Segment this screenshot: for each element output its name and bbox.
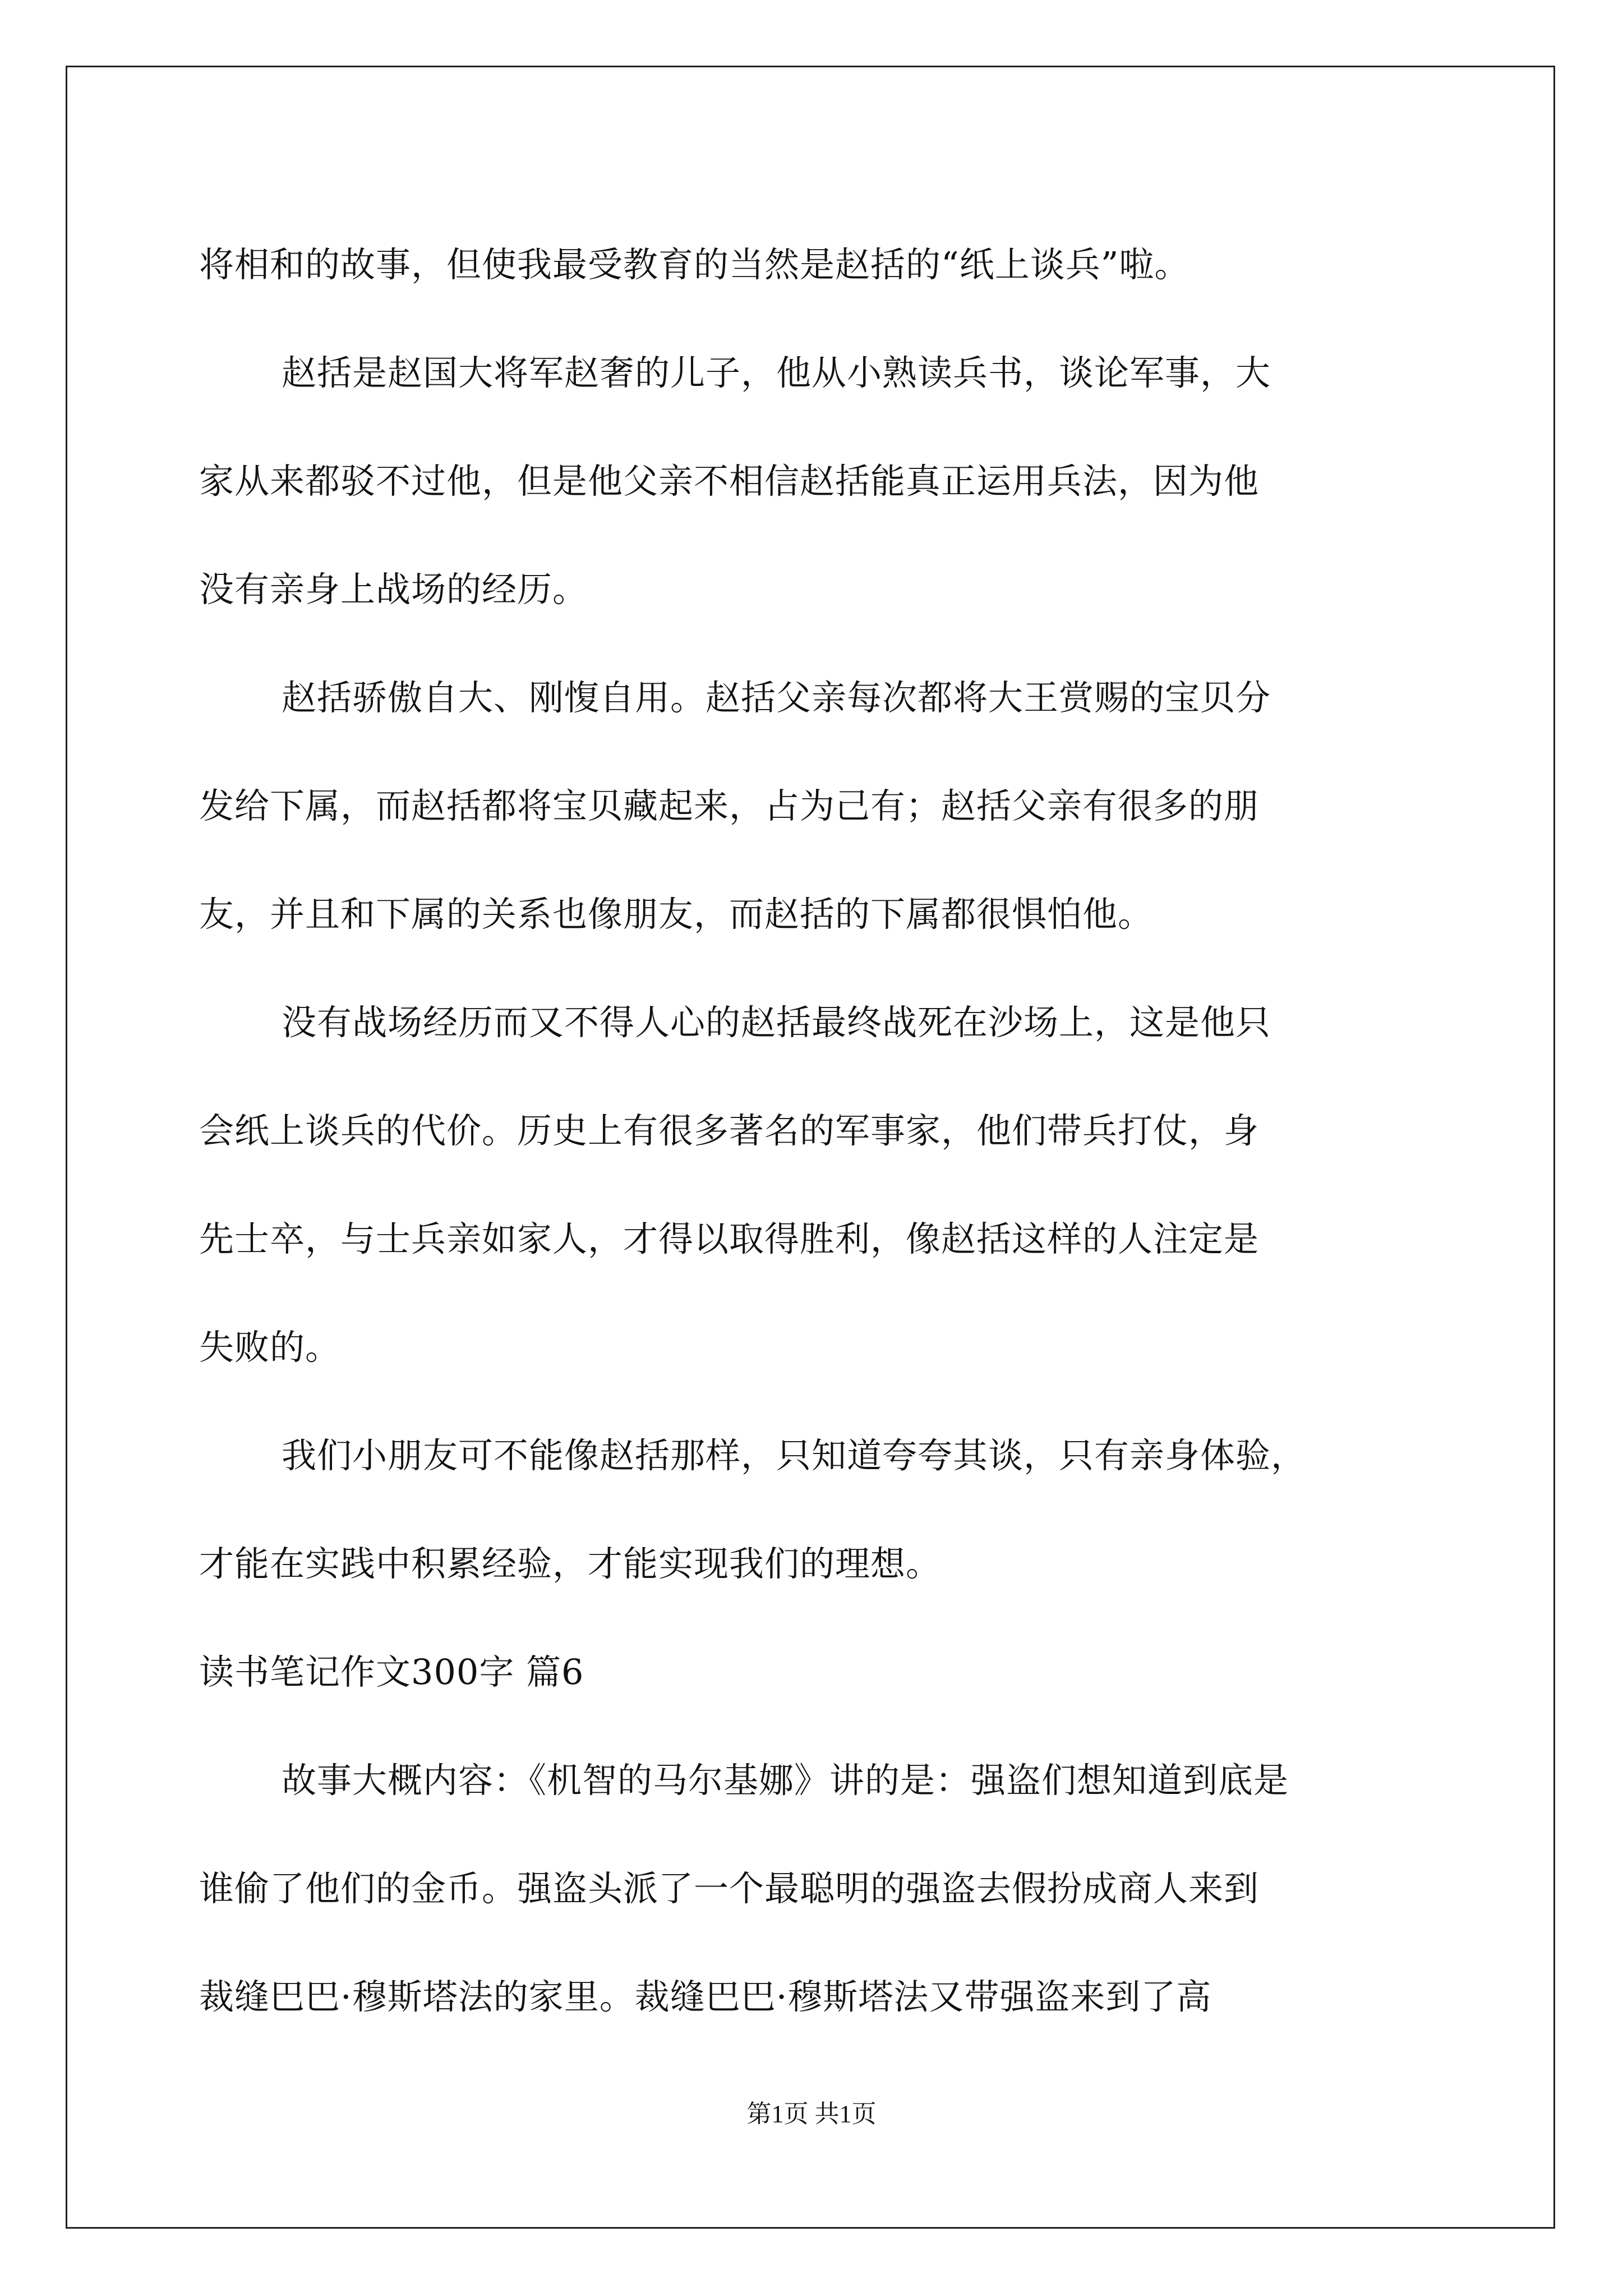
text-line: 发给下属，而赵括都将宝贝藏起来，占为己有；赵括父亲有很多的朋 [199,785,1260,826]
paragraph-first-line: 赵括是赵国大将军赵奢的儿子，他从小熟读兵书，谈论军事，大 [282,352,1271,393]
paragraph-first-line: 赵括骄傲自大、刚愎自用。赵括父亲每次都将大王赏赐的宝贝分 [282,677,1271,718]
page-number-footer: 第1页 共1页 [746,2100,877,2128]
section-heading: 读书笔记作文300字 篇6 [199,1651,584,1692]
paragraph-first-line: 故事大概内容：《机智的马尔基娜》讲的是：强盗们想知道到底是 [282,1760,1289,1801]
text-line: 才能在实践中积累经验，才能实现我们的理想。 [199,1543,942,1584]
text-line: 将相和的故事，但使我最受教育的当然是赵括的“纸上谈兵”啦。 [199,244,1190,285]
text-line: 没有亲身上战场的经历。 [199,569,588,610]
text-line: 谁偷了他们的金币。强盗头派了一个最聪明的强盗去假扮成商人来到 [199,1868,1260,1909]
text-line: 裁缝巴巴·穆斯塔法的家里。裁缝巴巴·穆斯塔法又带强盗来到了高 [199,1976,1212,2017]
text-line: 友，并且和下属的关系也像朋友，而赵括的下属都很惧怕他。 [199,894,1154,935]
paragraph-first-line: 我们小朋友可不能像赵括那样，只知道夸夸其谈，只有亲身体验， [282,1435,1307,1476]
text-line: 先士卒，与士兵亲如家人，才得以取得胜利，像赵括这样的人注定是 [199,1218,1260,1259]
document-body [199,210,1433,2051]
text-line: 失败的。 [199,1327,341,1368]
text-line: 家从来都驳不过他，但是他父亲不相信赵括能真正运用兵法，因为他 [199,461,1260,501]
paragraph-first-line: 没有战场经历而又不得人心的赵括最终战死在沙场上，这是他只 [282,1002,1271,1043]
text-line: 会纸上谈兵的代价。历史上有很多著名的军事家，他们带兵打仗，身 [199,1110,1260,1151]
